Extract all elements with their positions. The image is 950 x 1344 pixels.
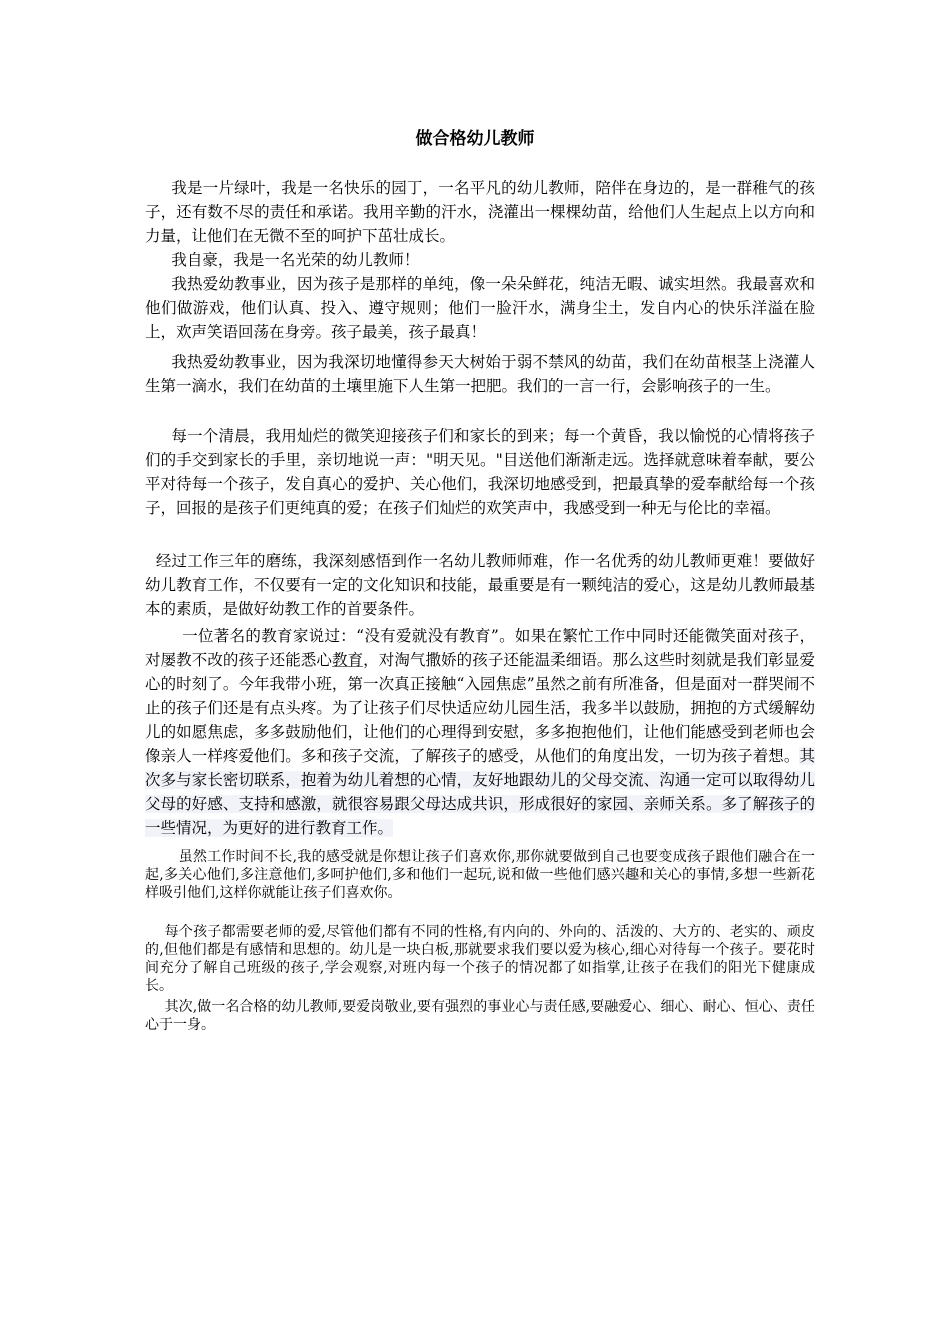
- paragraph-pride: 我自豪，我是一名光荣的幼儿教师！: [171, 251, 420, 269]
- paragraph-daily-routine: 每一个清晨，我用灿烂的微笑迎接孩子们和家长的到来；每一个黄昏，我以愉悦的心情将孩子们的手交到家长的手里，亲切地说一声："明天见。"目送他们渐渐走远。选择就意味着奉献，要公平对待每一个孩子，发自真心的爱护、关心他们，我深切地感受到，把最真挚的爱奉献给每一个孩子，回报的是孩子们更纯真的爱；在孩子们灿烂的欢笑声中，我感受到一种无与伦比的幸福。: [145, 427, 815, 517]
- quote-text-part-1: 一位著名的教育家说过：“没有爱就没有教育”。如果在繁忙工作中同时还能微笑面对孩子，对屡教不改的孩子还能悉心: [145, 627, 815, 669]
- paragraph-every-child: 每个孩子都需要老师的爱,尽管他们都有不同的性格,有内向的、外向的、活泼的、大方的、老实的、顽皮的,但他们都是有感情和思想的。幼儿是一块白板,那就要求我们要以爱为核心,细心对待每一个孩子。要花时间充分了解自己班级的孩子,学会观察,对班内每一个孩子的情况都了如指掌,让孩子在我们的阳光下健康成长。: [145, 924, 815, 994]
- paragraph-qualified-teacher: 其次,做一名合格的幼儿教师,要爱岗敬业,要有强烈的事业心与责任感,要融爱心、细心、耐心、恒心、责任心于一身。: [145, 999, 815, 1033]
- paragraph-three-years: 经过工作三年的磨练，我深刻感悟到作一名幼儿教师师难，作一名优秀的幼儿教师更难！要做好幼儿教育工作，不仅要有一定的文化知识和技能，最重要是有一颗纯洁的爱心，这是幼儿教师最基本的素质，是做好幼教工作的首要条件。: [145, 552, 815, 618]
- paragraph-intro: 我是一片绿叶，我是一名快乐的园丁，一名平凡的幼儿教师，陪伴在身边的，是一群稚气的孩子，还有数不尽的责任和承诺。我用辛勤的汗水，浇灌出一棵棵幼苗，给他们人生起点上以方向和力量，让他们在无微不至的呵护下茁壮成长。: [145, 179, 815, 245]
- paragraph-be-liked: 虽然工作时间不长,我的感受就是你想让孩子们喜欢你,那你就要做到自己也要变成孩子跟他们融合在一起,多关心他们,多注意他们,多呵护他们,多和他们一起玩,说和做一些他们感兴趣和关心的事情,多想一些新花样吸引他们,这样你就能让孩子们喜欢你。: [145, 849, 815, 901]
- paragraph-educator-quote: [145, 624, 815, 840]
- document-title: 做合格幼儿教师: [415, 129, 535, 149]
- highlighted-parent-contact: 其次多与家长密切联系，抱着为幼儿着想的心情，友好地跟幼儿的父母交流、沟通一定可以取得幼儿父母的好感、支持和感激，就很容易跟父母达成共识，形成很好的家园、亲师关系。多了解孩子的一些情况，为更好的进行教育工作。: [145, 747, 815, 837]
- underlined-word-jiaoyu: 教育: [332, 651, 364, 669]
- paragraph-love-career: 我热爱幼教事业，因为我深切地懂得参天大树始于弱不禁风的幼苗，我们在幼苗根茎上浇灌人生第一滴水，我们在幼苗的土壤里施下人生第一把肥。我们的一言一行，会影响孩子的一生。: [145, 353, 815, 395]
- quote-text-part-2: ，对淘气撒娇的孩子还能温柔细语。那么这些时刻就是我们彰显爱心的时刻了。今年我带小班，第一次真正接触“入园焦虑”虽然之前有所准备，但是面对一群哭闹不止的孩子们还是有点头疼。为了让孩子们尽快适应幼儿园生活，我多半以鼓励，拥抱的方式缓解幼儿的如愿焦虑，多多鼓励他们，让他们的心理得到安慰，多多抱抱他们，让他们能感受到老师也会像亲人一样疼爱他们。多和孩子交流，了解孩子的感受，从他们的角度出发，一切为孩子着想。: [145, 651, 815, 765]
- paragraph-love-children: 我热爱幼教事业，因为孩子是那样的单纯，像一朵朵鲜花，纯洁无暇、诚实坦然。我最喜欢和他们做游戏，他们认真、投入、遵守规则；他们一脸汗水，满身尘土，发自内心的快乐洋溢在脸上，欢声笑语回荡在身旁。孩子最美，孩子最真！: [145, 275, 815, 341]
